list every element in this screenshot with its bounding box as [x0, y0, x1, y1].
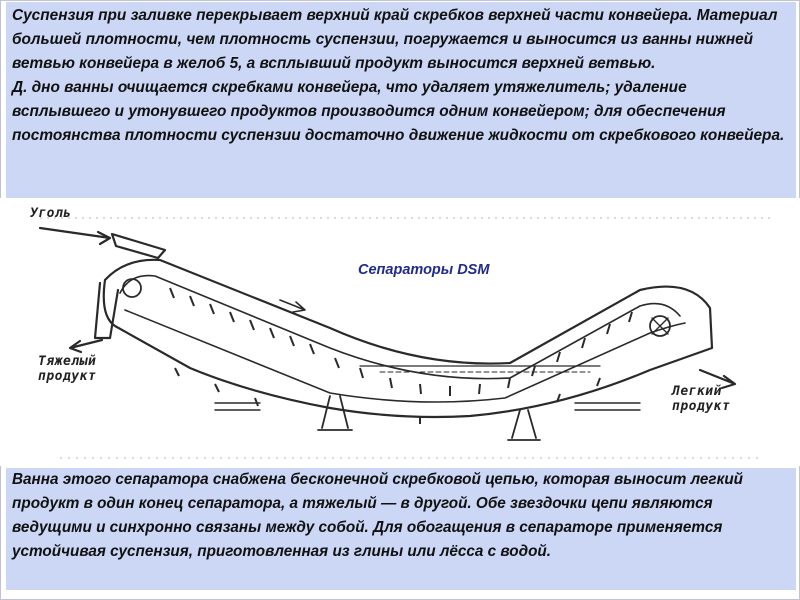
heavy-product-label-line-1: Тяжелый	[38, 354, 97, 369]
heavy-product-label	[38, 354, 96, 384]
light-product-label-line-2: продукт	[672, 399, 731, 414]
top-paragraph-1: Суспензия при заливке перекрывает верхний край скребков верхней части конвейера. Материал большей плотности, чем плотность суспензии, погружается и выносится из ванны нижней ветвью конвейера в желоб 5, а всплывший продукт выносится верхней ветвью.	[12, 7, 778, 72]
floor-left	[215, 403, 260, 410]
separator-drawing	[0, 198, 800, 466]
top-text-box	[6, 2, 796, 198]
light-product-label	[672, 384, 730, 414]
figure-title: Сепараторы DSM	[358, 262, 490, 278]
coal-feed-arrow	[40, 228, 110, 244]
bottom-text-box	[6, 468, 796, 590]
floor-right	[575, 403, 640, 410]
coal-chute	[112, 234, 165, 258]
light-product-label-line-1: Легкий	[672, 384, 722, 399]
left-sprocket	[123, 279, 141, 297]
coal-label: Уголь	[30, 206, 72, 221]
conveyor-upper	[120, 276, 680, 379]
left-support	[318, 396, 352, 430]
top-paragraph-2: Д. дно ванны очищается скребками конвейера, что удаляет утяжелитель; удаление всплывшего и утонувшего продуктов производится одним конвейером; для обеспечения постоянства плотности суспензии достаточно движение жидкости от скребкового конвейера.	[12, 79, 785, 144]
separator-diagram	[0, 198, 800, 466]
heavy-product-label-line-2: продукт	[38, 369, 97, 384]
right-support	[508, 410, 540, 440]
heavy-outlet-chute	[95, 283, 118, 338]
heavy-outlet-arrow	[70, 340, 102, 352]
bottom-paragraph: Ванна этого сепаратора снабжена бесконечной скребковой цепью, которая выносит легкий продукт в один конец сепаратора, а тяжелый — в другой. Обе звездочки цепи являются ведущими и синхронно связаны между собой. Для обогащения в сепараторе применяется устойчивая суспензия, приготовленная из глины или лёсса с водой.	[12, 471, 744, 560]
